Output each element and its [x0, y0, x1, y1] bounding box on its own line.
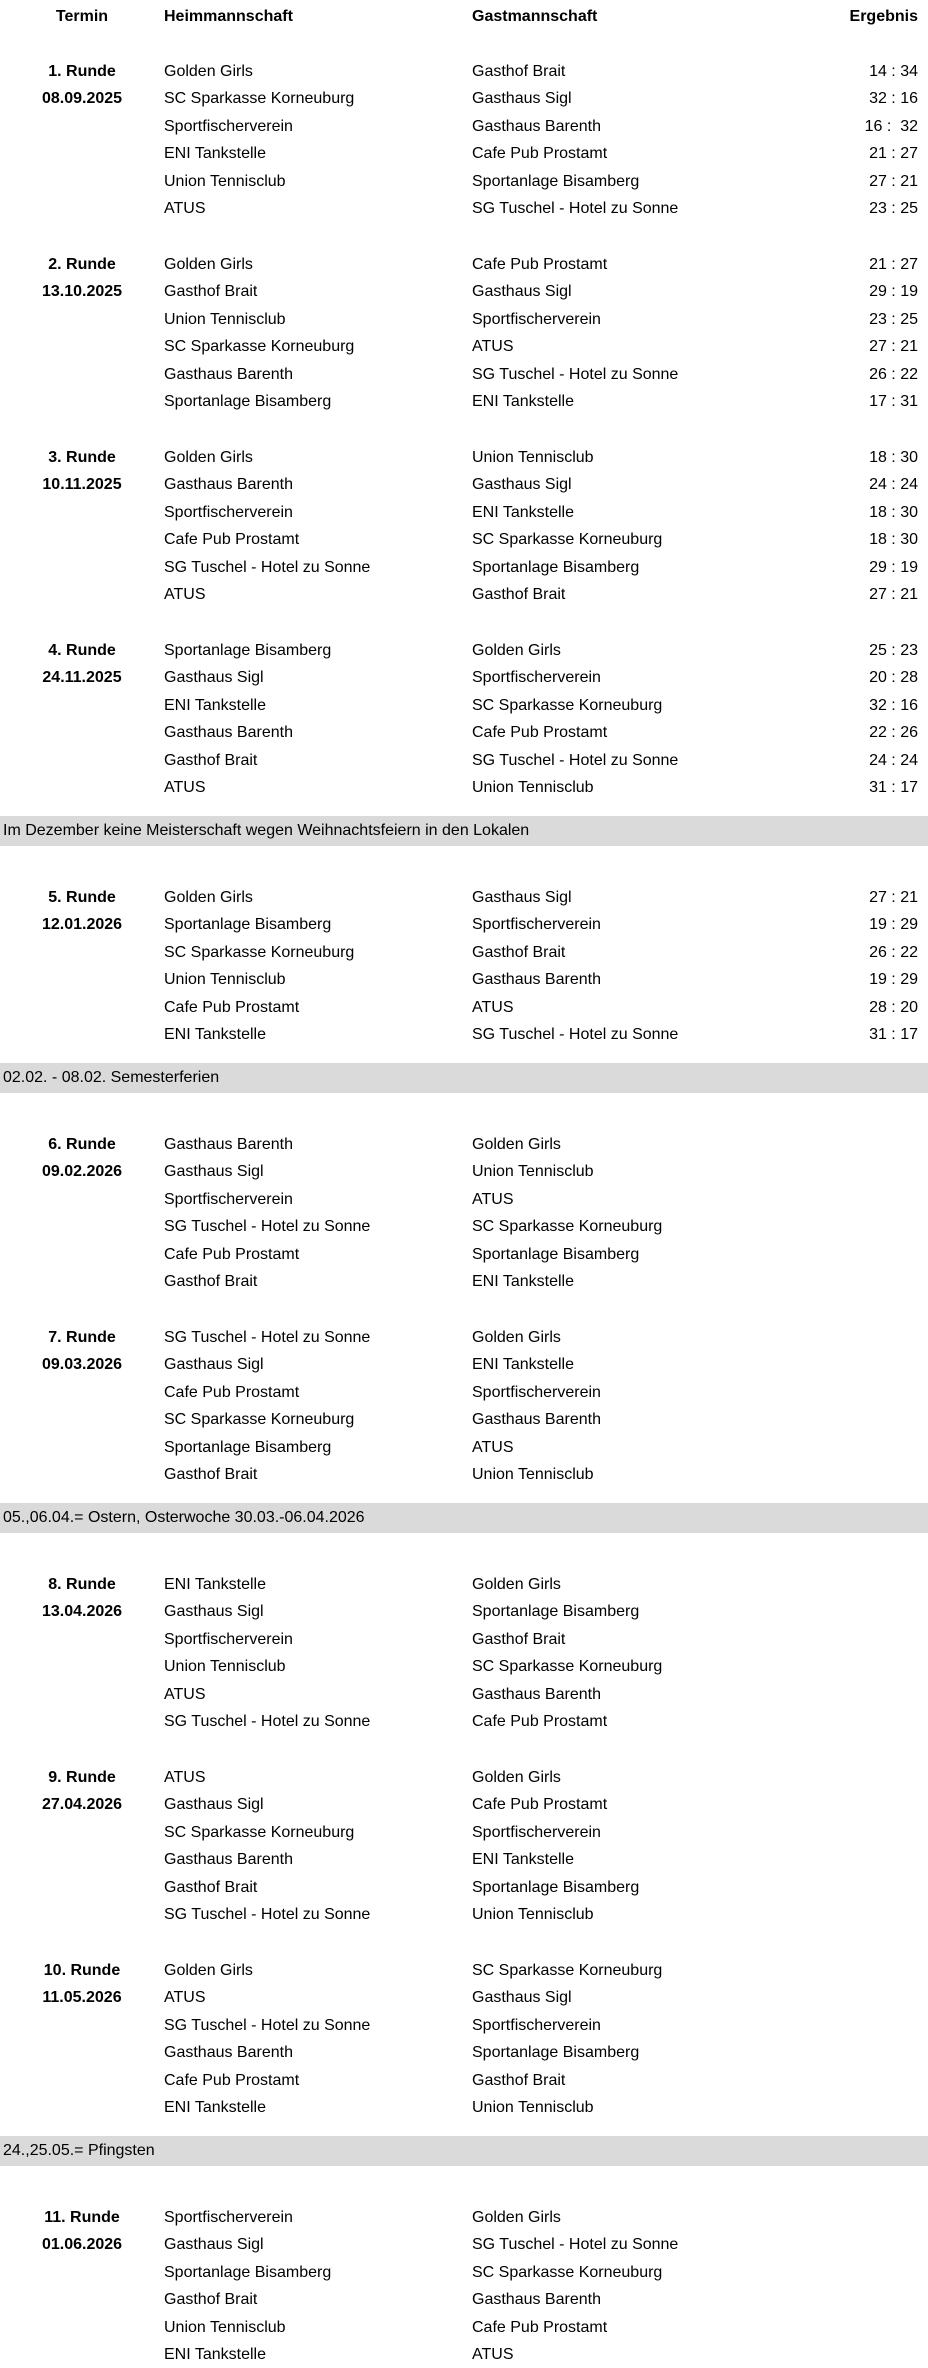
match-row: [0, 939, 928, 967]
guest-team: Sportfischerverein: [472, 916, 601, 933]
guest-team: Gasthof Brait: [472, 2071, 566, 2089]
round-label: 3. Runde: [48, 448, 116, 466]
round-date: 01.06.2026: [41, 2236, 123, 2253]
round-date: 10.11.2025: [42, 476, 122, 493]
match-row: [0, 1021, 928, 1049]
guest-team: Cafe Pub Prostamt: [472, 1713, 608, 1730]
match-row: [0, 1626, 928, 1654]
score-value: 26 : 22: [869, 943, 918, 961]
home-team: SC Sparkasse Korneuburg: [164, 1823, 355, 1841]
match-row: [0, 554, 928, 582]
home-team: Golden Girls: [164, 255, 253, 273]
guest-team: SC Sparkasse Korneuburg: [472, 1961, 663, 1979]
match-row: [0, 251, 928, 279]
round-block: [0, 1131, 928, 1296]
home-team: ATUS: [164, 1989, 206, 2006]
guest-team: Sportanlage Bisamberg: [472, 2044, 640, 2061]
guest-team: SC Sparkasse Korneuburg: [472, 531, 663, 548]
guest-team: Gasthaus Barenth: [472, 117, 601, 135]
guest-team: Sportanlage Bisamberg: [472, 1603, 640, 1620]
match-row: [0, 1708, 928, 1736]
home-team: ENI Tankstelle: [164, 2346, 266, 2363]
score-value: 27 : 21: [869, 888, 918, 906]
home-team: SC Sparkasse Korneuburg: [164, 338, 355, 355]
score-value: 25 : 23: [869, 641, 918, 659]
match-row: [0, 1957, 928, 1985]
home-team: SC Sparkasse Korneuburg: [164, 90, 355, 107]
guest-team: Sportfischerverein: [472, 1383, 601, 1401]
guest-team: Gasthaus Barenth: [472, 1685, 601, 1703]
round-date: 13.10.2025: [41, 283, 123, 300]
match-row: [0, 2039, 928, 2067]
score-value: 27 : 21: [869, 338, 918, 355]
home-team: SC Sparkasse Korneuburg: [164, 943, 355, 961]
round-block: [0, 58, 928, 223]
home-team: Gasthaus Barenth: [164, 724, 293, 741]
home-team: ENI Tankstelle: [164, 1026, 266, 1043]
guest-team: ENI Tankstelle: [472, 1273, 574, 1290]
guest-team: Gasthof Brait: [472, 62, 566, 80]
round-date: 27.04.2026: [41, 1796, 123, 1813]
home-team: Union Tennisclub: [164, 310, 286, 328]
match-row: [0, 444, 928, 472]
guest-team: SG Tuschel - Hotel zu Sonne: [472, 751, 679, 769]
match-row: [0, 526, 928, 554]
home-team: Gasthaus Barenth: [164, 365, 293, 383]
guest-team: Union Tennisclub: [472, 779, 594, 796]
match-row: [0, 1406, 928, 1434]
home-team: Gasthaus Barenth: [164, 2044, 293, 2061]
match-row: [0, 1846, 928, 1874]
match-row: [0, 747, 928, 775]
guest-team: Golden Girls: [472, 641, 561, 659]
match-row: [0, 168, 928, 196]
match-row: [0, 1874, 928, 1902]
match-row: [0, 2314, 928, 2342]
guest-team: Gasthaus Barenth: [472, 2291, 601, 2308]
match-row: [0, 2012, 928, 2040]
match-row: [0, 1241, 928, 1269]
match-row: [0, 333, 928, 361]
score-value: 27 : 21: [869, 172, 918, 190]
home-team: Cafe Pub Prostamt: [164, 2071, 300, 2089]
score-value: 19 : 29: [869, 916, 918, 933]
score-value: 24 : 24: [869, 476, 918, 493]
column-header-heimmannschaft: Heimmannschaft: [164, 8, 293, 25]
score-value: 16 : 32: [864, 117, 918, 135]
match-row: [0, 140, 928, 168]
guest-team: Golden Girls: [472, 2208, 561, 2226]
guest-team: Cafe Pub Prostamt: [472, 724, 608, 741]
score-value: 18 : 30: [869, 503, 918, 521]
round-date: 24.11.2025: [42, 669, 122, 686]
round-block: [0, 1571, 928, 1736]
match-row: [0, 692, 928, 720]
home-team: Gasthof Brait: [164, 1273, 258, 1290]
score-value: 23 : 25: [869, 200, 918, 217]
guest-team: SG Tuschel - Hotel zu Sonne: [472, 200, 679, 217]
score-value: 21 : 27: [869, 255, 918, 273]
guest-team: Sportanlage Bisamberg: [472, 1245, 640, 1263]
round-block: [0, 1764, 928, 1929]
guest-team: Golden Girls: [472, 1135, 561, 1153]
guest-team: ATUS: [472, 2346, 514, 2363]
home-team: Cafe Pub Prostamt: [164, 998, 300, 1016]
home-team: Sportanlage Bisamberg: [164, 641, 332, 659]
match-row: [0, 2094, 928, 2122]
match-row: [0, 1351, 928, 1379]
match-row: [0, 1819, 928, 1847]
guest-team: Union Tennisclub: [472, 2099, 594, 2116]
home-team: Golden Girls: [164, 62, 253, 80]
match-row: [0, 1984, 928, 2012]
match-row: [0, 884, 928, 912]
table-header-row: [0, 3, 928, 31]
round-label: 10. Runde: [43, 1961, 121, 1979]
round-date: 13.04.2026: [41, 1603, 123, 1620]
home-team: Gasthaus Sigl: [164, 1796, 264, 1813]
match-row: [0, 2259, 928, 2287]
match-row: [0, 1461, 928, 1489]
match-row: [0, 195, 928, 223]
score-value: 17 : 31: [869, 393, 918, 410]
round-label: 8. Runde: [48, 1575, 116, 1593]
guest-team: Golden Girls: [472, 1768, 561, 1786]
guest-team: Sportfischerverein: [472, 310, 601, 328]
match-row: [0, 719, 928, 747]
match-row: [0, 637, 928, 665]
round-date: 08.09.2025: [41, 90, 123, 107]
home-team: ATUS: [164, 1685, 206, 1703]
guest-team: ENI Tankstelle: [472, 393, 574, 410]
column-header-ergebnis: Ergebnis: [849, 8, 918, 25]
match-row: [0, 2341, 928, 2368]
guest-team: Cafe Pub Prostamt: [472, 255, 608, 273]
score-value: 29 : 19: [869, 283, 918, 300]
guest-team: Gasthaus Barenth: [472, 1411, 601, 1428]
home-team: Sportfischerverein: [164, 117, 293, 135]
guest-team: Cafe Pub Prostamt: [472, 145, 608, 162]
round-block: [0, 884, 928, 1049]
round-date: 11.05.2026: [42, 1989, 122, 2006]
home-team: Gasthof Brait: [164, 1878, 258, 1896]
guest-team: Cafe Pub Prostamt: [472, 2318, 608, 2336]
guest-team: Sportfischerverein: [472, 1823, 601, 1841]
match-row: [0, 1131, 928, 1159]
guest-team: Gasthaus Sigl: [472, 888, 572, 906]
home-team: Gasthaus Barenth: [164, 1135, 293, 1153]
guest-team: Gasthof Brait: [472, 586, 566, 603]
guest-team: ATUS: [472, 1438, 514, 1456]
guest-team: ENI Tankstelle: [472, 503, 574, 521]
match-row: [0, 388, 928, 416]
guest-team: Sportfischerverein: [472, 669, 601, 686]
score-value: 22 : 26: [869, 724, 918, 741]
guest-team: SC Sparkasse Korneuburg: [472, 1218, 663, 1235]
round-label: 7. Runde: [48, 1328, 116, 1346]
match-row: [0, 306, 928, 334]
round-block: [0, 251, 928, 416]
home-team: Golden Girls: [164, 448, 253, 466]
home-team: Sportanlage Bisamberg: [164, 2263, 332, 2281]
home-team: SG Tuschel - Hotel zu Sonne: [164, 558, 371, 576]
score-value: 14 : 34: [869, 62, 918, 80]
guest-team: Union Tennisclub: [472, 1906, 594, 1923]
guest-team: Gasthaus Barenth: [472, 971, 601, 988]
home-team: Union Tennisclub: [164, 1658, 286, 1675]
score-value: 31 : 17: [869, 779, 918, 796]
home-team: Gasthaus Sigl: [164, 1356, 264, 1373]
score-value: 18 : 30: [869, 531, 918, 548]
score-value: 26 : 22: [869, 365, 918, 383]
match-row: [0, 85, 928, 113]
match-row: [0, 581, 928, 609]
round-label: 9. Runde: [48, 1768, 116, 1786]
guest-team: SC Sparkasse Korneuburg: [472, 696, 663, 714]
match-row: [0, 966, 928, 994]
match-row: [0, 1324, 928, 1352]
round-block: [0, 2204, 928, 2368]
home-team: Cafe Pub Prostamt: [164, 531, 300, 548]
score-value: 29 : 19: [869, 558, 918, 576]
guest-team: SG Tuschel - Hotel zu Sonne: [472, 2236, 679, 2253]
guest-team: ATUS: [472, 998, 514, 1016]
home-team: Gasthaus Sigl: [164, 1163, 264, 1180]
home-team: Union Tennisclub: [164, 172, 286, 190]
match-row: [0, 1213, 928, 1241]
home-team: Gasthof Brait: [164, 1466, 258, 1483]
round-label: 6. Runde: [48, 1135, 116, 1153]
round-date: 09.03.2026: [41, 1356, 123, 1373]
match-row: [0, 2231, 928, 2259]
match-row: [0, 499, 928, 527]
round-date: 09.02.2026: [41, 1163, 123, 1180]
match-row: [0, 113, 928, 141]
score-value: 18 : 30: [869, 448, 918, 466]
round-block: [0, 1324, 928, 1489]
score-value: 24 : 24: [869, 751, 918, 769]
round-block: [0, 637, 928, 802]
guest-team: Gasthaus Sigl: [472, 90, 572, 107]
home-team: Union Tennisclub: [164, 971, 286, 988]
score-value: 31 : 17: [869, 1026, 918, 1043]
match-row: [0, 58, 928, 86]
home-team: Gasthaus Barenth: [164, 476, 293, 493]
home-team: Sportfischerverein: [164, 1630, 293, 1648]
column-header-termin: Termin: [55, 8, 109, 25]
home-team: Gasthaus Sigl: [164, 2236, 264, 2253]
guest-team: Union Tennisclub: [472, 1163, 594, 1180]
home-team: Golden Girls: [164, 1961, 253, 1979]
round-label: 4. Runde: [48, 641, 116, 659]
guest-team: SG Tuschel - Hotel zu Sonne: [472, 365, 679, 383]
notice-banner: Im Dezember keine Meisterschaft wegen Weihnachtsfeiern in den Lokalen: [0, 816, 928, 846]
home-team: ENI Tankstelle: [164, 1575, 266, 1593]
match-row: [0, 278, 928, 306]
match-row: [0, 1268, 928, 1296]
home-team: Gasthof Brait: [164, 2291, 258, 2308]
home-team: Cafe Pub Prostamt: [164, 1383, 300, 1401]
home-team: Sportanlage Bisamberg: [164, 1438, 332, 1456]
match-row: [0, 1791, 928, 1819]
match-row: [0, 1653, 928, 1681]
match-row: [0, 2204, 928, 2232]
home-team: ENI Tankstelle: [164, 145, 266, 162]
home-team: Cafe Pub Prostamt: [164, 1245, 300, 1263]
home-team: ATUS: [164, 586, 206, 603]
home-team: SG Tuschel - Hotel zu Sonne: [164, 1906, 371, 1923]
guest-team: ENI Tankstelle: [472, 1851, 574, 1868]
home-team: Gasthof Brait: [164, 283, 258, 300]
notice-banner: 24.,25.05.= Pfingsten: [0, 2136, 928, 2166]
match-row: [0, 1186, 928, 1214]
match-row: [0, 1158, 928, 1186]
guest-team: Gasthaus Sigl: [472, 1989, 572, 2006]
home-team: Sportfischerverein: [164, 503, 293, 521]
match-row: [0, 911, 928, 939]
match-row: [0, 1901, 928, 1929]
score-value: 19 : 29: [869, 971, 918, 988]
match-row: [0, 664, 928, 692]
home-team: Gasthaus Sigl: [164, 1603, 264, 1620]
score-value: 21 : 27: [869, 145, 918, 162]
match-row: [0, 2286, 928, 2314]
home-team: ATUS: [164, 779, 206, 796]
round-label: 1. Runde: [48, 62, 116, 80]
round-block: [0, 444, 928, 609]
score-value: 32 : 16: [869, 696, 918, 714]
match-row: [0, 1681, 928, 1709]
guest-team: ENI Tankstelle: [472, 1356, 574, 1373]
round-label: 2. Runde: [48, 255, 116, 273]
round-block: [0, 1957, 928, 2122]
score-value: 23 : 25: [869, 310, 918, 328]
guest-team: Gasthof Brait: [472, 943, 566, 961]
home-team: SG Tuschel - Hotel zu Sonne: [164, 1713, 371, 1730]
guest-team: Golden Girls: [472, 1328, 561, 1346]
match-row: [0, 361, 928, 389]
home-team: SG Tuschel - Hotel zu Sonne: [164, 1218, 371, 1235]
home-team: SG Tuschel - Hotel zu Sonne: [164, 2016, 371, 2034]
home-team: Gasthaus Sigl: [164, 669, 264, 686]
home-team: ATUS: [164, 200, 206, 217]
column-header-gastmannschaft: Gastmannschaft: [472, 8, 598, 25]
score-value: 20 : 28: [869, 669, 918, 686]
match-row: [0, 471, 928, 499]
guest-team: Sportanlage Bisamberg: [472, 172, 640, 190]
home-team: Gasthaus Barenth: [164, 1851, 293, 1868]
match-row: [0, 994, 928, 1022]
guest-team: SC Sparkasse Korneuburg: [472, 1658, 663, 1675]
notice-banner: 05.,06.04.= Ostern, Osterwoche 30.03.-06.04.2026: [0, 1503, 928, 1533]
guest-team: SC Sparkasse Korneuburg: [472, 2263, 663, 2281]
home-team: Sportfischerverein: [164, 2208, 293, 2226]
guest-team: ATUS: [472, 1190, 514, 1208]
home-team: Gasthof Brait: [164, 751, 258, 769]
schedule-body: [0, 58, 928, 2368]
guest-team: Sportanlage Bisamberg: [472, 1878, 640, 1896]
home-team: ATUS: [164, 1768, 206, 1786]
guest-team: SG Tuschel - Hotel zu Sonne: [472, 1026, 679, 1043]
home-team: Sportfischerverein: [164, 1190, 293, 1208]
home-team: Sportanlage Bisamberg: [164, 916, 332, 933]
guest-team: Gasthaus Sigl: [472, 476, 572, 493]
guest-team: ATUS: [472, 338, 514, 355]
match-row: [0, 1764, 928, 1792]
guest-team: Sportanlage Bisamberg: [472, 558, 640, 576]
round-label: 5. Runde: [48, 888, 116, 906]
home-team: Golden Girls: [164, 888, 253, 906]
home-team: SC Sparkasse Korneuburg: [164, 1411, 355, 1428]
score-value: 32 : 16: [869, 90, 918, 107]
guest-team: Cafe Pub Prostamt: [472, 1796, 608, 1813]
home-team: Union Tennisclub: [164, 2318, 286, 2336]
round-date: 12.01.2026: [41, 916, 123, 933]
match-row: [0, 1571, 928, 1599]
match-row: [0, 1379, 928, 1407]
match-row: [0, 1598, 928, 1626]
guest-team: Sportfischerverein: [472, 2016, 601, 2034]
guest-team: Union Tennisclub: [472, 1466, 594, 1483]
score-value: 28 : 20: [869, 998, 918, 1016]
home-team: Sportanlage Bisamberg: [164, 393, 332, 410]
score-value: 27 : 21: [869, 586, 918, 603]
match-row: [0, 774, 928, 802]
match-row: [0, 1434, 928, 1462]
guest-team: Union Tennisclub: [472, 448, 594, 466]
guest-team: Gasthof Brait: [472, 1630, 566, 1648]
guest-team: Golden Girls: [472, 1575, 561, 1593]
guest-team: Gasthaus Sigl: [472, 283, 572, 300]
home-team: ENI Tankstelle: [164, 2099, 266, 2116]
home-team: ENI Tankstelle: [164, 696, 266, 714]
home-team: SG Tuschel - Hotel zu Sonne: [164, 1328, 371, 1346]
round-label: 11. Runde: [44, 2208, 120, 2226]
notice-banner: 02.02. - 08.02. Semesterferien: [0, 1063, 928, 1093]
match-row: [0, 2067, 928, 2095]
